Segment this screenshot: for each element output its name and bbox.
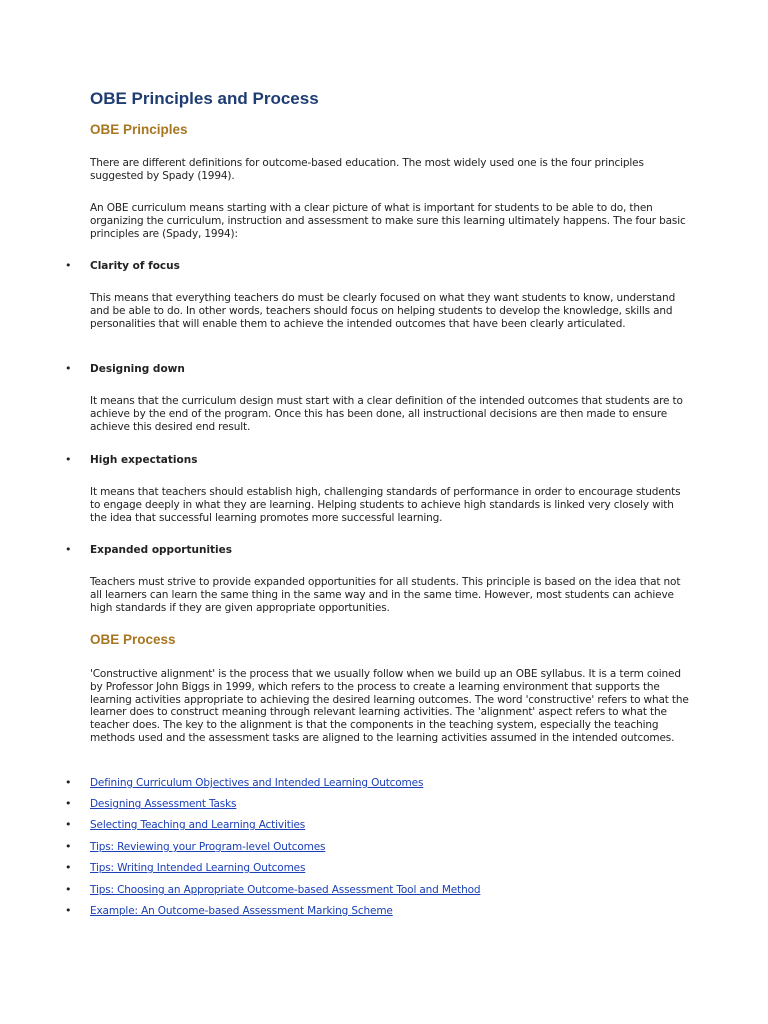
principle-item-expanded-opportunities [65, 543, 690, 557]
principle-text-clarity: This means that everything teachers do must be clearly focused on what they want students to know, understand and be able to do. In other words, teachers should focus on helping students to develop the knowledge, skills and personalities that will enable them to achieve the intended outcomes that have been clearly articulated. [90, 292, 676, 330]
bullet-icon: • [65, 543, 72, 556]
process-heading: OBE Process [90, 632, 176, 647]
link-tips-writing[interactable]: Tips: Writing Intended Learning Outcomes [90, 862, 306, 874]
bullet-icon: • [65, 259, 72, 272]
principle-label: Designing down [90, 363, 185, 375]
link-designing-assessment[interactable]: Designing Assessment Tasks [90, 798, 237, 810]
process-text: 'Constructive alignment' is the process that we usually follow when we build up an OBE syllabus. It is a term coined by Professor John Biggs in 1999, which refers to the process to create a learning environment that supports the learning activities appropriate to achieving the desired learning outcomes. The word 'constructive' refers to what the learner does to construct meaning through relevant learning activities. The 'alignment' aspect refers to what the teacher does. The key to the alignment is that the components in the teaching system, especially the teaching methods used and the assessment tasks are aligned to the learning activities assumed in the intended outcomes. [90, 668, 689, 744]
link-tips-reviewing[interactable]: Tips: Reviewing your Program-level Outcomes [90, 841, 326, 853]
link-defining-objectives[interactable]: Defining Curriculum Objectives and Intended Learning Outcomes [90, 777, 424, 789]
principle-text-designing-down: It means that the curriculum design must start with a clear definition of the intended outcomes that students are to achieve by the end of the program. Once this has been done, all instructional decisions are then made to ensure achieve this desired end result. [90, 395, 683, 433]
principle-text-expanded-opportunities: Teachers must strive to provide expanded opportunities for all students. This principle is based on the idea that not all learners can learn the same thing in the same way and in the same time. However, most students can achieve high standards if they are given appropriate opportunities. [90, 576, 681, 614]
principle-item-clarity [65, 259, 690, 273]
bullet-icon: • [65, 818, 72, 831]
link-example-marking-scheme[interactable]: Example: An Outcome-based Assessment Marking Scheme [90, 905, 393, 917]
process-link-item [65, 776, 690, 790]
process-link-item [65, 904, 690, 918]
process-link-item [65, 818, 690, 832]
principle-label: Clarity of focus [90, 260, 180, 272]
link-selecting-activities[interactable]: Selecting Teaching and Learning Activities [90, 819, 306, 831]
principle-label: High expectations [90, 454, 198, 466]
bullet-icon: • [65, 776, 72, 789]
principles-intro-1: There are different definitions for outcome-based education. The most widely used one is the four principles suggested by Spady (1994). [90, 157, 644, 182]
principles-heading: OBE Principles [90, 122, 188, 137]
bullet-icon: • [65, 861, 72, 874]
bullet-icon: • [65, 362, 72, 375]
process-link-item [65, 861, 690, 875]
bullet-icon: • [65, 453, 72, 466]
principle-label: Expanded opportunities [90, 544, 233, 556]
page-title: OBE Principles and Process [90, 89, 319, 108]
bullet-icon: • [65, 883, 72, 896]
principle-item-high-expectations [65, 453, 690, 467]
process-link-item [65, 883, 690, 897]
principle-text-high-expectations: It means that teachers should establish high, challenging standards of performance in order to encourage students to engage deeply in what they are learning. Helping students to achieve high standards is linked very closely with the idea that successful learning promotes more successful learning. [90, 486, 681, 524]
bullet-icon: • [65, 840, 72, 853]
process-link-item [65, 797, 690, 811]
bullet-icon: • [65, 904, 72, 917]
bullet-icon: • [65, 797, 72, 810]
principle-item-designing-down [65, 362, 690, 376]
link-tips-choosing-tool[interactable]: Tips: Choosing an Appropriate Outcome-based Assessment Tool and Method [90, 884, 481, 896]
principles-intro-2: An OBE curriculum means starting with a clear picture of what is important for students to be able to do, then organizing the curriculum, instruction and assessment to make sure this learning ultimately happens. The four basic principles are (Spady, 1994): [90, 202, 686, 240]
process-link-item [65, 840, 690, 854]
